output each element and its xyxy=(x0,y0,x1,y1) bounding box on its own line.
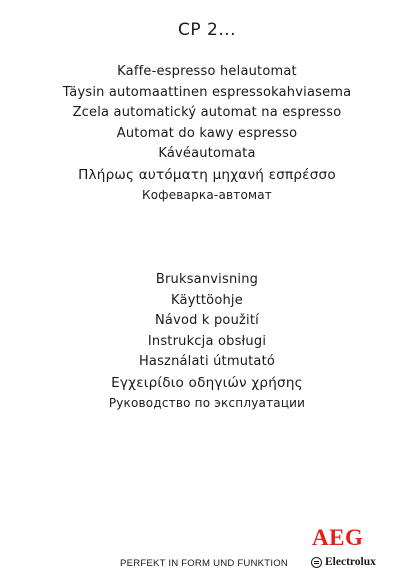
manual-title-finnish: Käyttöohje xyxy=(171,292,243,308)
manual-titles xyxy=(0,270,414,414)
product-title-russian: Кофеварка-автомат xyxy=(141,188,273,202)
model-number: CP 2... xyxy=(178,20,237,40)
product-title-swedish: Kaffe-espresso helautomat xyxy=(117,64,297,79)
manual-title-russian: Руководство по эксплуатации xyxy=(108,396,306,410)
product-title-czech: Zcela automatický automat na espresso xyxy=(72,105,342,120)
manual-title-polish: Instrukcja obsługi xyxy=(147,333,267,349)
product-titles xyxy=(0,62,414,206)
electrolux-icon xyxy=(311,557,322,568)
manual-title-greek: Εγχειρίδιο οδηγιών χρήσης xyxy=(111,374,303,391)
electrolux-wordmark: Electrolux xyxy=(325,556,376,568)
manual-title-czech: Návod k použití xyxy=(155,313,259,328)
product-title-polish: Automat do kawy espresso xyxy=(116,125,298,141)
product-title-finnish: Täysin automaattinen espressokahviasema xyxy=(62,84,352,100)
product-title-greek: Πλήρως αυτόματη μηχανή εσπρέσσο xyxy=(78,166,336,183)
manual-title-hungarian: Használati útmutató xyxy=(138,354,276,369)
aeg-logo: AEG xyxy=(312,525,364,550)
electrolux-logo xyxy=(311,556,376,568)
product-title-hungarian: Kávéautomata xyxy=(158,146,256,161)
manual-title-swedish: Bruksanvisning xyxy=(155,272,259,287)
brand-tagline: PERFEKT IN FORM UND FUNKTION xyxy=(120,558,288,569)
